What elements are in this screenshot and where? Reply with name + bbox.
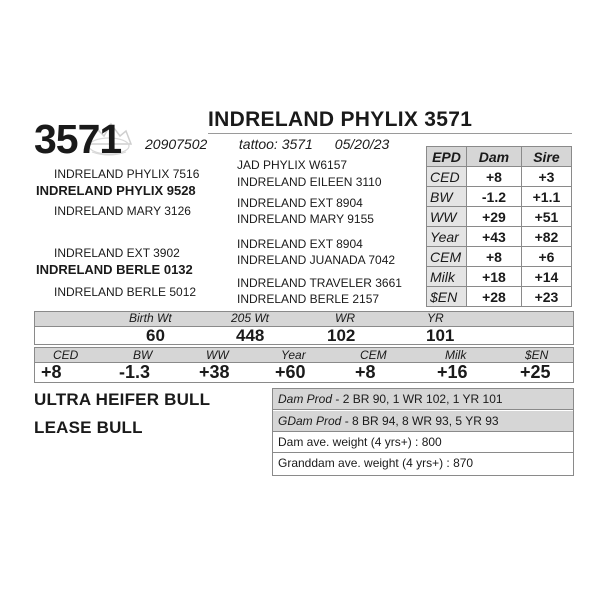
epd-header-sire: Sire — [521, 147, 571, 167]
pedigree-sire-sire-dam: INDRELAND EILEEN 3110 — [237, 175, 382, 189]
epd-label: BW — [427, 187, 467, 207]
gdam-prod-text: - 8 BR 94, 8 WR 93, 5 YR 93 — [341, 414, 499, 428]
tag-lease-bull: LEASE BULL — [34, 418, 143, 437]
calf-epd-value-en: +25 — [520, 362, 551, 382]
dam-production — [273, 389, 573, 410]
epd-label: CED — [427, 167, 467, 187]
calf-epd-label-ced: CED — [53, 348, 79, 362]
epd-row-en — [427, 287, 572, 307]
epd-label: Milk — [427, 267, 467, 287]
calf-epd-value-milk: +16 — [437, 362, 468, 382]
pedigree-sire-sire-sire: JAD PHYLIX W6157 — [237, 158, 348, 172]
registration-row — [145, 136, 389, 152]
epd-row-cem — [427, 247, 572, 267]
perf-value-205-wt: 448 — [236, 326, 265, 345]
perf-value-birth-wt: 60 — [146, 326, 165, 345]
pedigree-dam-sire-dam: INDRELAND JUANADA 7042 — [237, 253, 396, 267]
pedigree-dam-sire: INDRELAND EXT 3902 — [54, 246, 180, 260]
dam-prod-text: - 2 BR 90, 1 WR 102, 1 YR 101 — [332, 392, 503, 406]
epd-sire-value: +14 — [521, 267, 571, 287]
pedigree-sire: INDRELAND PHYLIX 9528 — [36, 183, 196, 198]
epd-label: CEM — [427, 247, 467, 267]
pedigree-dam-dam-sire: INDRELAND TRAVELER 3661 — [237, 276, 402, 290]
epd-sire-value: +51 — [521, 207, 571, 227]
calf-epd-value-year: +60 — [275, 362, 306, 382]
epd-dam-value: -1.2 — [467, 187, 522, 207]
epd-sire-value: +1.1 — [521, 187, 571, 207]
calf-epd-value-ww: +38 — [199, 362, 230, 382]
calf-epd-value-ced: +8 — [41, 362, 62, 382]
perf-label-yr: YR — [427, 311, 444, 325]
epd-sire-value: +23 — [521, 287, 571, 307]
tattoo: tattoo: 3571 — [238, 136, 313, 152]
perf-label-205-wt: 205 Wt — [231, 311, 270, 325]
epd-row-year — [427, 227, 572, 247]
epd-sire-value: +6 — [521, 247, 571, 267]
calf-epd-value-bw: -1.3 — [119, 362, 151, 382]
calf-epd-label-year: Year — [281, 348, 306, 362]
epd-dam-value: +8 — [467, 167, 522, 187]
epd-label: Year — [427, 227, 467, 247]
pedigree-dam: INDRELAND BERLE 0132 — [36, 262, 193, 277]
epd-row-ced — [427, 167, 572, 187]
performance-header — [34, 311, 574, 327]
epd-row-milk — [427, 267, 572, 287]
calf-epd-label-en: $EN — [525, 348, 549, 362]
performance-values — [34, 326, 574, 345]
pedigree-dam-dam-dam: INDRELAND BERLE 2157 — [237, 292, 380, 306]
perf-label-birth-wt: Birth Wt — [129, 311, 172, 325]
calf-epd-label-bw: BW — [133, 348, 153, 362]
birth-date: 05/20/23 — [334, 136, 390, 152]
calf-epd-header — [34, 347, 574, 363]
granddam-weight: Granddam ave. weight (4 yrs+) : 870 — [278, 456, 474, 470]
parent-epd-table — [426, 146, 572, 307]
epd-header-label: EPD — [427, 147, 467, 167]
epd-header-dam: Dam — [467, 147, 522, 167]
lot-number: 3571 — [34, 116, 122, 162]
epd-sire-value: +82 — [521, 227, 571, 247]
perf-value-wr: 102 — [327, 326, 356, 345]
pedigree-sire-dam-sire: INDRELAND EXT 8904 — [237, 196, 363, 210]
calf-epd-values — [34, 362, 574, 383]
calf-epd-label-cem: CEM — [360, 348, 387, 362]
epd-row-ww — [427, 207, 572, 227]
pedigree-dam-dam: INDRELAND BERLE 5012 — [54, 285, 197, 299]
tag-ultra-heifer-bull: ULTRA HEIFER BULL — [34, 390, 211, 409]
production-box — [272, 388, 574, 476]
epd-table-header — [427, 147, 572, 167]
perf-value-yr: 101 — [426, 326, 455, 345]
epd-label: $EN — [427, 287, 467, 307]
epd-sire-value: +3 — [521, 167, 571, 187]
epd-dam-value: +29 — [467, 207, 522, 227]
gdam-prod-label: GDam Prod — [278, 414, 342, 428]
dam-prod-label: Dam Prod — [278, 392, 333, 406]
granddam-production — [273, 411, 573, 432]
calf-epd-label-milk: Milk — [445, 348, 467, 362]
calf-epd-label-ww: WW — [206, 348, 229, 362]
epd-dam-value: +43 — [467, 227, 522, 247]
epd-row-bw — [427, 187, 572, 207]
pedigree-dam-sire-sire: INDRELAND EXT 8904 — [237, 237, 363, 251]
title-divider — [208, 133, 572, 134]
pedigree-sire-sire: INDRELAND PHYLIX 7516 — [54, 167, 200, 181]
calf-epd-value-cem: +8 — [355, 362, 376, 382]
epd-label: WW — [427, 207, 467, 227]
pedigree-sire-dam-dam: INDRELAND MARY 9155 — [237, 212, 374, 226]
registration-number: 20907502 — [145, 136, 208, 152]
animal-name: INDRELAND PHYLIX 3571 — [208, 108, 473, 131]
epd-dam-value: +28 — [467, 287, 522, 307]
epd-dam-value: +18 — [467, 267, 522, 287]
dam-weight: Dam ave. weight (4 yrs+) : 800 — [273, 432, 573, 453]
perf-label-wr: WR — [335, 311, 355, 325]
pedigree-sire-dam: INDRELAND MARY 3126 — [54, 204, 191, 218]
epd-dam-value: +8 — [467, 247, 522, 267]
